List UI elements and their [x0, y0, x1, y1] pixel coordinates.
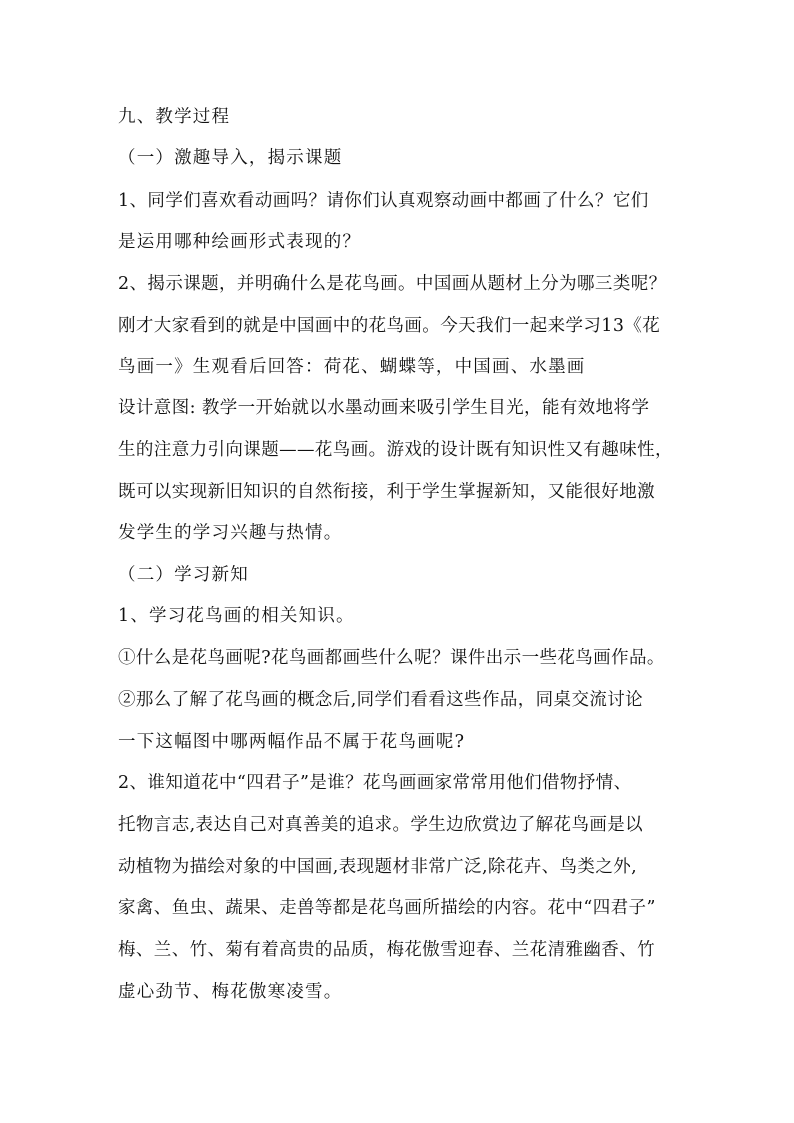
paragraph-line: 刚才大家看到的就是中国画中的花鸟画。今天我们一起来学习13《花: [118, 316, 661, 336]
paragraph-line: 虚心劲节、梅花傲寒凌雪。: [118, 982, 343, 1002]
paragraph-line: 是运用哪种绘画形式表现的？: [118, 232, 362, 252]
paragraph-line: 家禽、鱼虫、蔬果、走兽等都是花鸟画所描绘的内容。花中“四君子”: [118, 898, 656, 918]
subsection-heading: （二）学习新知: [118, 565, 249, 585]
paragraph-line: ①什么是花鸟画呢?花鸟画都画些什么呢？课件出示一些花鸟画作品。: [118, 648, 665, 668]
paragraph-line: 动植物为描绘对象的中国画,表现题材非常广泛,除花卉、鸟类之外,: [118, 857, 638, 877]
paragraph-line: 2、揭示课题，并明确什么是花鸟画。中国画从题材上分为哪三类呢？: [118, 274, 667, 294]
section-heading: 九、教学过程: [118, 107, 231, 127]
paragraph-line: 1、同学们喜欢看动画吗？请你们认真观察动画中都画了什么？它们: [118, 191, 649, 211]
paragraph-line: ②那么了解了花鸟画的概念后,同学们看看这些作品，同桌交流讨论: [118, 690, 644, 710]
paragraph-line: 托物言志,表达自己对真善美的追求。学生边欣赏边了解花鸟画是以: [118, 815, 644, 835]
paragraph-line: 鸟画一》生观看后回答：荷花、蝴蝶等，中国画、水墨画: [118, 357, 586, 377]
paragraph-line: 生的注意力引向课题——花鸟画。游戏的设计既有知识性又有趣味性，: [118, 440, 673, 460]
paragraph-line: 1、学习花鸟画的相关知识。: [118, 606, 355, 626]
paragraph-line: 2、谁知道花中“四君子”是谁？花鸟画画家常常用他们借物抒情、: [118, 773, 632, 793]
paragraph-line: 既可以实现新旧知识的自然衔接，利于学生掌握新知，又能很好地激: [118, 482, 655, 502]
paragraph-line: 梅、兰、竹、菊有着高贵的品质，梅花傲雪迎春、兰花清雅幽香、竹: [118, 940, 655, 960]
paragraph-line: 设计意图: 教学一开始就以水墨动画来吸引学生目光，能有效地将学: [118, 398, 650, 418]
paragraph-line: 一下这幅图中哪两幅作品不属于花鸟画呢?: [118, 732, 466, 752]
paragraph-line: 发学生的学习兴趣与热情。: [118, 523, 343, 543]
subsection-heading: （一）激趣导入，揭示课题: [118, 148, 343, 168]
